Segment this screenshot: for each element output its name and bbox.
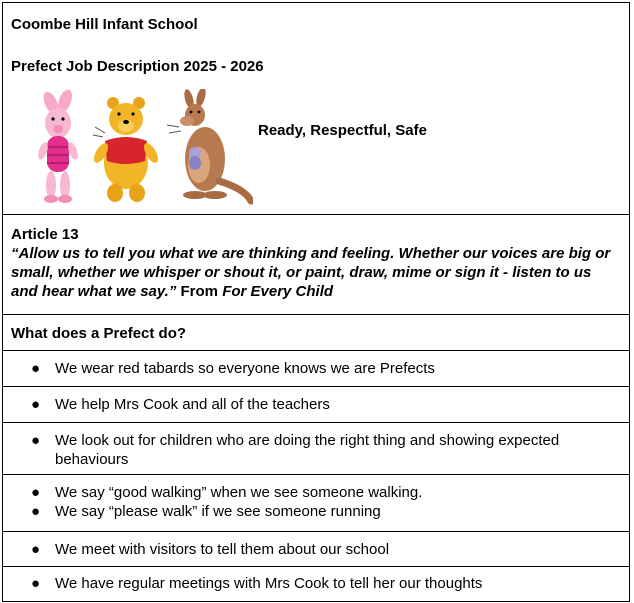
article-quote-block — [11, 244, 621, 301]
duty-row — [3, 423, 629, 475]
quote-source-title: For Every Child — [222, 283, 334, 300]
article-quote: “Allow us to tell you what we are thinking and feeling. Whether our voices are big or small, whether we whisper or shout it, or paint, draw, mime or sign it - listen to us and hear what we say.” — [11, 245, 611, 300]
bullet-icon: ● — [31, 575, 41, 592]
duty-text: We say “good walking” when we see someone walking. — [55, 484, 423, 501]
bullet-icon: ● — [31, 484, 41, 501]
article-title: Article 13 — [11, 226, 79, 243]
bullet-icon: ● — [31, 432, 41, 449]
duty-text: We meet with visitors to tell them about our school — [55, 541, 390, 558]
school-motto: Ready, Respectful, Safe — [258, 122, 427, 139]
kanga-roo-figure — [167, 89, 251, 201]
duty-text: We say “please walk” if we see someone running — [55, 503, 381, 520]
document-title: Prefect Job Description 2025 - 2026 — [11, 58, 264, 75]
bullet-icon: ● — [31, 541, 41, 558]
duty-row — [3, 387, 629, 423]
duty-text: We have regular meetings with Mrs Cook to tell her our thoughts — [55, 575, 483, 592]
piglet-figure — [36, 89, 80, 203]
article-cell — [3, 215, 629, 315]
duty-text: We look out for children who are doing the right thing and showing expected behaviours — [55, 432, 560, 468]
duty-row — [3, 532, 629, 567]
section-heading-cell — [3, 315, 629, 351]
duty-text: We help Mrs Cook and all of the teachers — [55, 396, 330, 413]
job-description-table — [2, 2, 630, 602]
characters-illustration — [23, 89, 253, 205]
duty-row — [3, 475, 629, 532]
header-cell — [3, 3, 629, 215]
school-name: Coombe Hill Infant School — [11, 16, 198, 33]
section-heading: What does a Prefect do? — [11, 325, 187, 342]
duty-row — [3, 351, 629, 387]
duty-text: We wear red tabards so everyone knows we are Prefects — [55, 360, 435, 377]
bullet-icon: ● — [31, 396, 41, 413]
bullet-icon: ● — [31, 360, 41, 377]
bullet-icon: ● — [31, 503, 41, 520]
duty-row — [3, 567, 629, 601]
quote-attribution-label: From — [180, 283, 219, 300]
pooh-figure — [91, 97, 161, 202]
